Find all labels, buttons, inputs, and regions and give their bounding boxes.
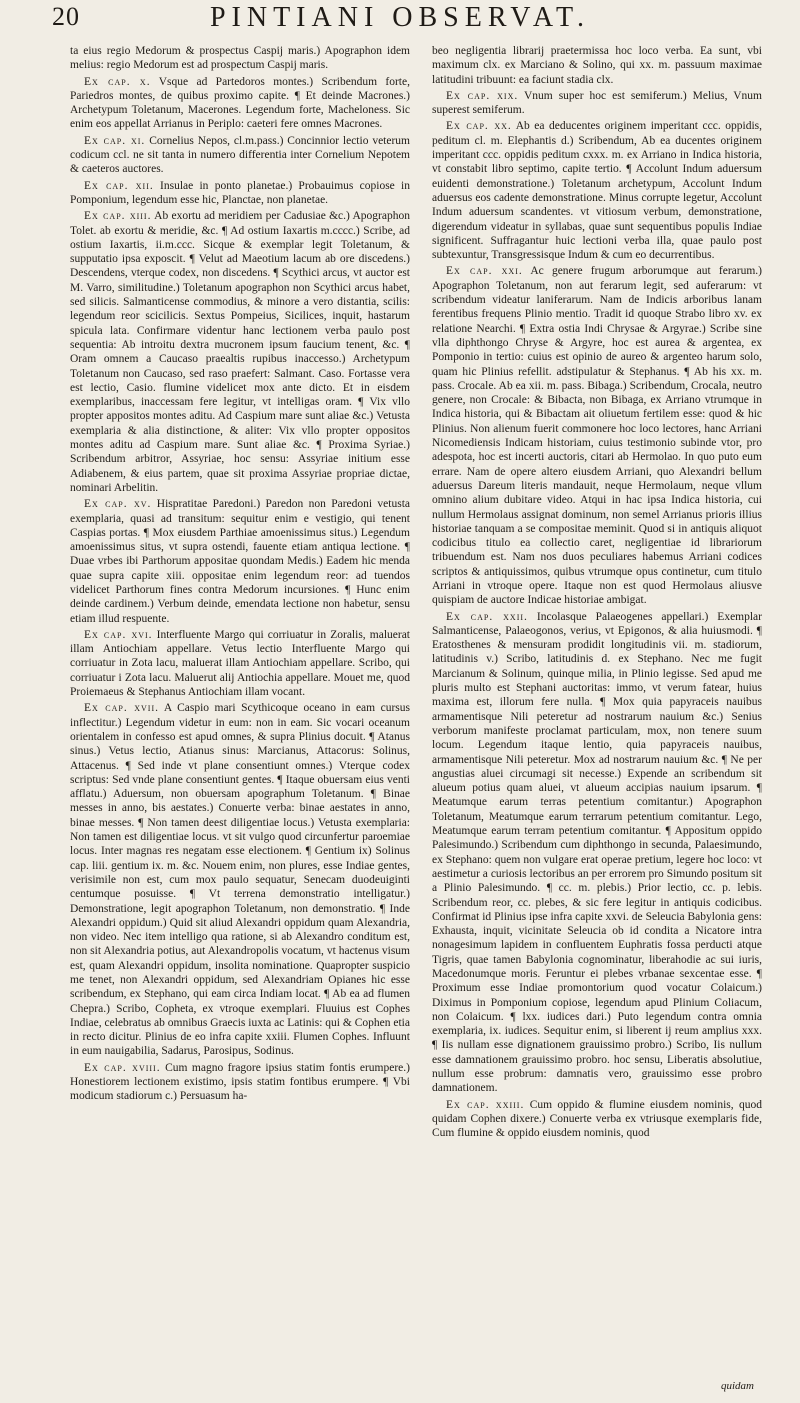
chapter-reference: Ex cap. xix. xyxy=(446,89,519,102)
paragraph-text: Insulae in ponto planetae.) Probauimus copiose in Pomponium, legendum esse hic, Planctae, non planetae. xyxy=(70,179,410,206)
paragraph-text: Hispratitae Paredoni.) Paredon non Paredoni vetusta exemplaria, quasi ad transitum: sequitur enim e vestigio, qui tenent Caspias portas. ¶ Mox eiusdem Parthiae amoenissimus situs.) Legendum amoenissimus situs, vt supra ostendi, fauente etiam antiqua lectione. ¶ Duae vrbes ibi Parthorum appositae quondam Medis.) Eadem hic menda quae supra capite xiii. oppositae enim legendum reor: ad tuendos videlicet Parthorum fines contra Medorum incursiones. ¶ Hunc enim deinde cardinem.) Verbum deinde, emendata lectione non habetur, sensu etiam illud respuente. xyxy=(70,498,410,625)
chapter-reference: Ex cap. xxii. xyxy=(446,610,528,623)
chapter-reference: Ex cap. x. xyxy=(84,75,151,88)
commentary-paragraph xyxy=(70,701,410,1058)
commentary-paragraph xyxy=(70,179,410,208)
paragraph-text: Cum magno fragore ipsius statim fontis erumpere.) Honestiorem lectionem existimo, ipsis statim fontibus erumpere. ¶ Vbi modicum stadiorum c.) Persuasum ha- xyxy=(70,1061,410,1103)
paragraph-text: Vsque ad Partedoros montes.) Scribendum forte, Pariedros montes, de quibus proximo capite. ¶ Et deinde Macrones.) Archetypum Toletanum, Macerones. Legendum forte, Macheloness. Sic enim eos appellat Arrianus in Periplo: caeteri fere omnes Macrones. xyxy=(70,75,410,131)
paragraph-text: Interfluente Margo qui corriuatur in Zoralis, maluerat illam Antiochiam appellare. Vetus lectio Interfluente Margo qui corriuatur in Zota lacu, maluerat illam Antiochiam appellare. Scribo, qui corriuatur i Zota lacu. Maluerut alij Antiochia appellare. Mouet me, quod Proiemaeus & Stephanus Antiochiam illam vocant. xyxy=(70,628,410,699)
paragraph-text: Cum oppido & flumine eiusdem nominis, quod quidam Cophen dixere.) Conuerte verba ex vtriusque exemplaris fide, Cum flumine & oppido eiusdem nominis, quod xyxy=(432,1098,762,1140)
commentary-paragraph xyxy=(70,44,410,73)
chapter-reference: Ex cap. xxi. xyxy=(446,265,523,278)
chapter-reference: Ex cap. xxiii. xyxy=(446,1098,525,1111)
chapter-reference: Ex cap. xv. xyxy=(84,498,152,511)
chapter-reference: Ex cap. xvii. xyxy=(84,702,160,715)
paragraph-text: Ab exortu ad meridiem per Cadusiae &c.) Apographon Tolet. ab exortu & meridie, &c. ¶ Ad ostium Iaxartis m.cccc.) Scribe, ad ostium Iaxartis, ii.m.ccc. Sicque & exemplar legit Toletanum, & supputatio ipsa exposcit. ¶ Velut ad Maeotium lacum ab ore discedens.) Descendens, vterque codex, non discedens. ¶ Scythici arcus, vt auctor est M. Varro, similitudine.) Toletanum apographon non Scythici arcus habet, sed silicis. Salmanticense commodius, & minore a vero distantia, scilis: legendum reor scicilicis. Sextus Pompeius, Sicilices, inquit, hastarum spicula lata. Confirmare videntur hanc lectionem verba paulo post sequentia: Ab introitu dextra mucronem ipsum faucium tenent, &c. ¶ Oram omnem a Caucaso praealtis rupibus inaccesso.) Archetypum Toletanum non Caucaso, sed raso praefert: Salmant. Caso. Fortasse vera est lectio, Casio. flumine videlicet mox ante dicto. Et in eisdem exemplaribus, inaccessam fere legitur, vt intelligas oram. ¶ Vix vllo propter appositos montes aditu. Ad Caspium mare sunt aliae &c.) Vetusta exemplaria & alia distinctione, & aliter: Vix vllo propter oppositos montes aditu ad Caspium mare. Sunt aliae &c. ¶ Proxima Syriae.) Scribendum arbitror, Assyriae, hoc sensu: Assyriae initium esse Adiabenem, & eius partem, quae sit proxima Assyriae propriae dictae, nominari Arbelitin. xyxy=(70,210,410,494)
commentary-paragraph xyxy=(432,264,762,607)
commentary-paragraph xyxy=(432,44,762,87)
paragraph-text: A Caspio mari Scythicoque oceano in eam cursus inflectitur.) Legendum videtur in eum: non in eam. Sic vocari oceanum orientalem in confesso est apud omnes, & supra Plinius docuit. ¶ Atanus sinus.) Vetus lectio, Atianus sinus: Marcianus, Attacorus: Solinus, Attacenus. ¶ Sed inde vt plane consentiunt omnes.) Vterque codex scriptus: Sed vnde plane consentiunt gentes. ¶ Itaque obuersam eius venti afflatu.) Aduersum, non obuersam apographum Toletanum. ¶ Binae messes in anno, bis aestates.) Conuerte verba: binae aestates in anno, binae messes. ¶ Non tamen deest diligentiae locus.) Vetusta exemplaria: Non tamen est diligentiae locus. vt sit vulgo quod circunfertur paroemiae locus. Inter magnas res negatam esse electionem. ¶ Gentium ix) Solinus cap. liii. gentium ix. m. &c. Nouem enim, non plures, esse Indiae gentes, verisimile non est, cum mox paulo sequatur, Senecam duodeuiginti centumque posuisse. ¶ Vt terrena demonstratio intelligatur.) Demonstratione, legit apographon Toletanum, non demonstratio. ¶ Inde Alexandri oppidum.) Quid sit aliud Alexandri oppidum quam Alexandria, non video. Nec item intelligo qua ratione, si ab Alexandro conditum est, non sit Alexandria potius, aut Alexandropolis vocatum, vt hactenus visum est, quam Alexandri oppidum, insolita nominatione. Quapropter suspicio me tenet, non Alexandri oppidum, sed Alexandriam Opianes hic esse scribendum, ex Stephano, qui eam circa Indiam locat. ¶ Ab ea ad flumen Chepra.) Scribo, Copheta, ex vtroque exemplari. Fluuius est Cophes Indiae, celebratus ab omnibus Graecis iuxta ac Latinis: qui & Cophen etia in recto dicitur. Plinius de eo infra capite xxiii. Flumen Cophes. Influunt in eum nauigabilia, Sadarus, Parosipus, Sodinus. xyxy=(70,702,410,1058)
catchword: quidam xyxy=(721,1380,754,1392)
paragraph-text: Incolasque Palaeogenes appellari.) Exemplar Salmanticense, Palaeogonos, verius, vt Epigonos, & alia huiusmodi. ¶ Eratosthenes & mensuram prodidit longitudinis vii. m. stadiorum, latitudinis v.) Scribo, latitudinis d. ex Stephano. Nec me fugit Marcianum & Solinum, quinque milia, in Plinio legisse. Sed apud me pluris multo est Stephani auctoritas: immo, vt verum fatear, huius maxima est, illorum fere nulla. ¶ Mox quia papyraceis nauibus armamentisque Nili peteretur ad nostrarum nauium &c.) Senius verborum manifeste proclamat particulam, mox, non tenere suum locum. Legendum itaque lentio, quia papyraceis nauibus, armamentisque Nili peteretur. Mox ad nostrarum nauium &c. ¶ Ne per angustias aluei circumagi sit necesse.) Expende an scribendum sit alueum potius quam aluei, vt alueum accipias nauium ipsarum. ¶ Meatumque earum terras petentium comitantur.) Apographon Toletanum, Meatumque earum terrarum petentium comitantur. Lego, Meatumque earum terram petentium comitantur. ¶ Appositum oppido Palesimundo.) Scribendum cum diphthongo in secunda, Palaesimundo, ex Stephano: quem non vulgare erat operae pretium, legere hoc loco: vt aestimetur a curiosis lectoribus an per errorem pro Simundo positum sit a Plinio Palesimundo. ¶ cc. m. plebis.) Prior lectio, cc. p. lebis. Scribendum reor, cc. plebes, & sic fere legitur in antiquis codicibus. Confirmat id Plinius ipse infra capite xxvi. de Seleucia Babylonia gens: Exhausta, inquit, vicinitate Seleucia ob id condita a Nicatore intra nonagesimum lapidem in confluentem Euphratis fossa perducti atque Tigris, quae tamen Babylonia cognominatur, liberahodie ac sui iuris, Macedonumque moris. Feruntur ei plebes vrbanae sexcentae esse. ¶ Proximum esse Indiae promontorium quod vocatur Colaicum.) Diximus in Pomponium copiose, legendum apud Plinium Coliacum, non Colaicum. ¶ lxx. iudices dari.) Puto legendum contra omnia exemplaria, ix. iudices. Sequitur enim, si liberent ij reum amplius xxx. ¶ Iis nullam esse dignationem grauissimo probro.) Scribo, Iis nullum esse damnationem grauissimo probro. hoc sensu, Liberatis absolutiue, nullum esse probrum: damnatis vero, grauissimo esse probro damnationem. xyxy=(432,610,762,1095)
commentary-paragraph xyxy=(432,119,762,262)
chapter-reference: Ex cap. xii. xyxy=(84,179,154,192)
commentary-paragraph xyxy=(70,75,410,132)
commentary-paragraph xyxy=(70,1061,410,1104)
paragraph-text: Vnum super hoc est semiferum.) Melius, Vnum superest semiferum. xyxy=(432,89,762,117)
chapter-reference: Ex cap. xiii. xyxy=(84,210,152,223)
commentary-paragraph xyxy=(70,209,410,495)
paragraph-text: Cornelius Nepos, cl.m.pass.) Concinnior lectio veterum codicum ccl. ne sit tanta in numero differentia inter Cornelium Nepotem & caeteros auctores. xyxy=(70,134,410,176)
right-text-column xyxy=(432,44,762,1394)
paragraph-text: beo negligentia librarij praetermissa hoc loco verba. Ea sunt, vbi maximum clx. ex Marciano & Solino, qui xx. m. passuum maximae latitudini tribuunt: ea faciunt stadia clx. xyxy=(432,45,762,86)
paragraph-text: ta eius regio Medorum & prospectus Caspij maris.) Apographon idem melius: regio Medorum est ad prospectum Caspij maris. xyxy=(70,45,410,72)
page-header xyxy=(0,0,800,42)
chapter-reference: Ex cap. xvi. xyxy=(84,628,153,641)
paragraph-text: Ab ea deducentes originem imperitant ccc. oppidis, peditum cl. m. Elephantis d.) Scribendum, Ab ea ducentes originem imperitant ccc. oppidis peditum cxxx. m. ex Arriano in Indica historia, vt constabit libro septimo, capite tertio. ¶ Accolunt Indum aduersum euidenti demonstratione.) Toletanum archetypum, Accolunt Indum aduersus eos cadente demonstratione. Minus corrupte legetur, Accolunt Indum aduersum scandentes. vt vitiosum verbum, demonstratione, digerendum videatur in syllabas, quae sunt sequentibus populis Indiae significent. Suffragantur huic lectioni verba illa, quae paulo post subtexuntur, Transgressisque Indum & cum eo decurrentibus. xyxy=(432,120,762,262)
commentary-paragraph xyxy=(432,610,762,1096)
page-number: 20 xyxy=(52,2,80,31)
chapter-reference: Ex cap. xviii. xyxy=(84,1061,161,1074)
commentary-paragraph xyxy=(432,89,762,118)
chapter-reference: Ex cap. xx. xyxy=(446,120,512,133)
running-title: PINTIANI OBSERVAT. xyxy=(209,2,591,33)
commentary-paragraph xyxy=(70,497,410,626)
commentary-paragraph xyxy=(70,134,410,177)
commentary-paragraph xyxy=(432,1098,762,1141)
left-text-column xyxy=(70,44,410,1394)
commentary-paragraph xyxy=(70,628,410,699)
paragraph-text: Ac genere frugum arborumque aut ferarum.) Apographon Toletanum, non aut ferarum legit, sed auferarum: vt scribendum videatur laniferarum. Nam de Indicis arboribus lanam ferentibus frequens Plinio mentio. Tradit id quoque Strabo libro xv. ex relatione Nearchi. ¶ Extra ostia Indi Chrysae & Argyrae.) Scribe sine vlla diphthongo Chryse & Argyre, hoc est aurea & argentea, ex Pomponio in tertio: cuius est opinio de aureo & argenteo harum solo, quam hic Plinius refellit. adstipulatur & Stephanus. ¶ Ab his xx. m. pass. Crocale. Ab ea xii. m. pass. Bibaga.) Scribendum, Crocala, neutro genere, non Crocale: & Bibacta, non Bibaga, ex Arriano vtrumque in Indica historia, qui & Bibactam ait oliuetum fertilem esse: quod & hic Plinius. Non alienum fuerit commonere hoc loco lectores, hanc Arriani Nicomediensis Indicam historiam, cuius testimonio subinde vtor, pro adespota, hoc est incerti auctoris, citari ab Hermolao. In quo puto eum errare. Nam de opere altero eiusdem Arriani, quo Alexandri bellum aduersus Dareum literis mandauit, neque Hermolaum, neque vllum omnino alium dubitare video. Atqui in hac ipsa Indica historia, cui nullum Hermolaus assignat dominum, non semel Arrianus prioris illius historiae tanquam a se compositae meminit. Quod si in antiquis aliquot codicibus titulo ea collectio caret, negligentiae id librariorum tribuendum est. Nam nos duos peculiares habemus Arriani codices scriptos & antiquissimos, quibus vtrumque opus continetur, cum titulo Arriani in vtroque opere. Itaque non est quod Hermolaus aliusve quispiam de auctore Indicae historiae ambigat. xyxy=(432,265,762,607)
chapter-reference: Ex cap. xi. xyxy=(84,134,146,147)
